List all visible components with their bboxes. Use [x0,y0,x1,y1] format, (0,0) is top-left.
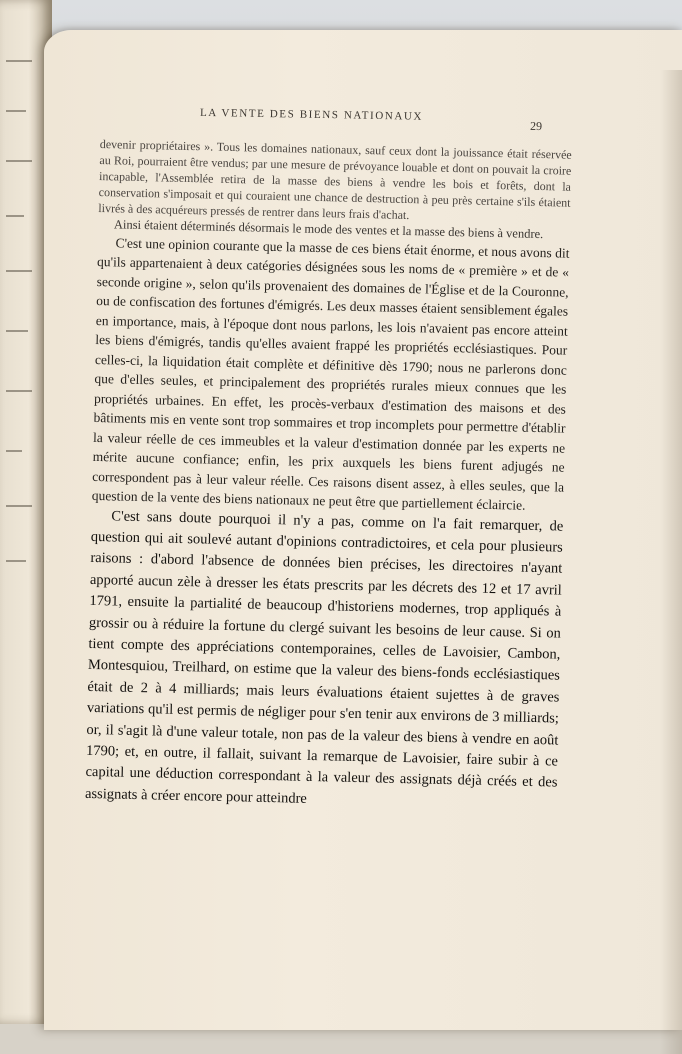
paragraph: devenir propriétaires ». Tous les domaines nationaux, sauf ceux dont la jouissance était réservée au Roi, pourraient être vendus; par une mesure de prévoyance louable et dont on pouvait la croire incapable, l'Assemblée retira de la masse des biens à vendre les bois et forêts, dont la conservation s'imposait et qui couraient une chance de destruction à peu près certaine s'ils étaient livrés à des acquéreurs pressés de rentrer dans leurs frais d'achat. [98,136,572,223]
paragraph: Ainsi étaient déterminés désormais le mode des ventes et la masse des biens à vendre. [113,217,544,242]
page-edge-shadow [660,70,682,1054]
body-text [85,136,572,816]
running-title: LA VENTE DES BIENS NATIONAUX [199,106,424,123]
paragraph: C'est une opinion courante que la masse de ces biens était énorme, et nous avons dit qu'ils appartenaient à deux catégories désignées sous les noms de « première » et de « seconde origine », selon qu'ils provenaient des domaines de l'Église et de la Couronne, ou de confiscation des fortunes d'émigrés. Les deux masses étaient sensiblement égales en importance, mais, à l'époque dont nous parlons, les lois n'avaient pas encore atteint les biens d'émigrés, tandis qu'elles avaient frappé les propriétés ecclésiastiques. Pour celles-ci, la liquidation était complète et définitive dès 1790; nous ne parlerons donc que d'elles seules, et principalement des propriétés rurales mieux connues que les propriétés urbaines. En effet, les procès-verbaux d'estimation des maisons et des bâtiments mis en vente sont trop sommaires et trop incomplets pour permettre d'établir la valeur réelle de ces immeubles et la valeur d'estimation donnée par les experts ne mérite aucune confiance; enfin, les prix auxquels les biens furent adjugés ne correspondent pas à leur valeur réelle. Ces raisons disent assez, à elles seules, que la question de la vente des biens nationaux ne peut être que partiellement éclaircie. [91,234,570,513]
paragraph: C'est sans doute pourquoi il n'y a pas, comme on l'a fait remarquer, de question qui ait soulevé autant d'opinions contradictoires, et cela pour plusieurs raisons : d'abord l'absence de données bien précises, les directoires n'ayant apporté aucun zèle à dresser les états prescrits par les décrets des 12 et 17 avril 1791, ensuite la partialité de beaucoup d'historiens modernes, trop appliqués à grossir ou à réduire la fortune du clergé suivant les besoins de leur cause. Si on tient compte des appréciations contemporaines, celles de Lavoisier, Cambon, Montesquiou, Treilhard, on estime que la valeur des biens-fonds ecclésiastiques était de 2 à 4 milliards; mais leurs évaluations étaient sujettes à de graves variations qu'il est permis de négliger pour s'en tenir aux environs de 3 milliards; or, il s'agit là d'une valeur totale, non pas de la valeur des biens à vendre en août 1790; et, en outre, il fallait, suivant la remarque de Lavoisier, faire subir à ce capital une déduction correspondant à la valeur des assignats déjà créés et des assignats à créer encore pour atteindre [84,507,564,807]
page-number: 29 [529,118,543,134]
